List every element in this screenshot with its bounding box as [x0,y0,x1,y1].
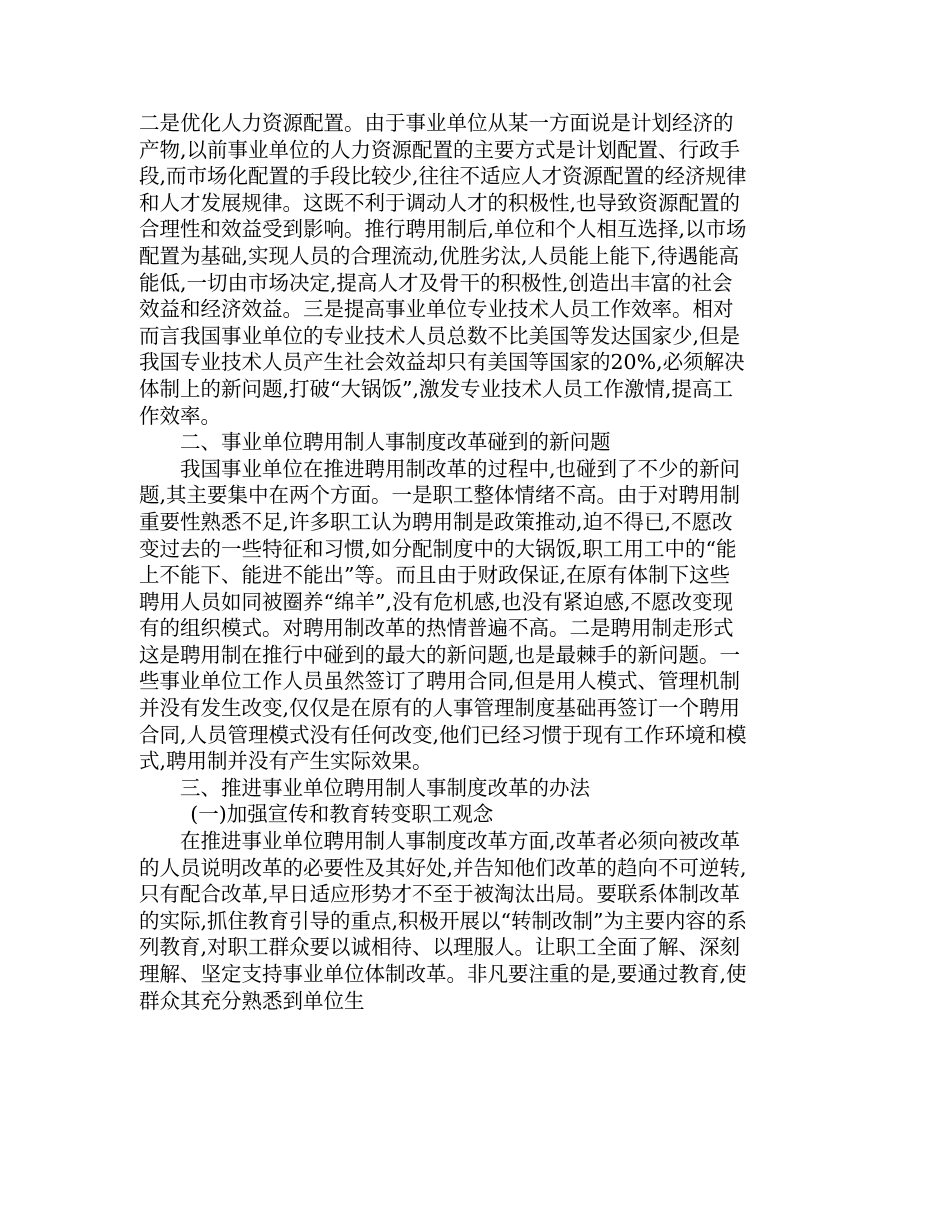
subsection-heading-publicity: (一)加强宣传和教育转变职工观念 [190,802,494,827]
paragraph-optimize-resources: 二是优化人力资源配置。由于事业单位从某一方面说是计划经济的产物,以前事业单位的人力资源配置的主要方式是计划配置、行政手段,而市场化配置的手段比较少,往往不适应人才资源配置的经济规律和人才发展规律。这既不利于调动人才的积极性,也导致资源配置的合理性和效益受到影响。推行聘用制后,单位和个人相互选择,以市场配置为基础,实现人员的合理流动,优胜劣汰,人员能上能下,待遇能高能低,一切由市场决定,提高人才及骨干的积极性,创造出丰富的社会效益和经济效益。三是提高事业单位专业技术人员工作效率。相对而言我国事业单位的专业技术人员总数不比美国等发达国家少,但是我国专业技术人员产生社会效益却只有美国等国家的20%,必须解决体制上的新问题,打破“大锅饭”,激发专业技术人员工作激情,提高工作效率。 [139,111,747,428]
section-heading-methods: 三、推进事业单位聘用制人事制度改革的办法 [180,775,590,800]
document-body [139,110,749,1014]
section-heading-new-problems: 二、事业单位聘用制人事制度改革碰到的新问题 [180,430,611,455]
paragraph-publicity: 在推进事业单位聘用制人事制度改革方面,改革者必须向被改革的人员说明改革的必要性及其好处,并告知他们改革的趋向不可逆转,只有配合改革,早日适应形势才不至于被淘汰出局。要联系体制改革的实际,抓住教育引导的重点,积极开展以“转制改制”为主要内容的系列教育,对职工群众要以诚相待、以理服人。让职工全面了解、深刻理解、坚定支持事业单位体制改革。非凡要注重的是,要通过教育,使群众其充分熟悉到单位生 [139,829,747,1013]
paragraph-new-problems: 我国事业单位在推进聘用制改革的过程中,也碰到了不少的新问题,其主要集中在两个方面。一是职工整体情绪不高。由于对聘用制重要性熟悉不足,许多职工认为聘用制是政策推动,迫不得已,不愿改变过去的一些特征和习惯,如分配制度中的大锅饭,职工用工中的“能上不能下、能进不能出”等。而且由于财政保证,在原有体制下这些聘用人员如同被圈养“绵羊”,没有危机感,也没有紧迫感,不愿改变现有的组织模式。对聘用制改革的热情普遍不高。二是聘用制走形式这是聘用制在推行中碰到的最大的新问题,也是最棘手的新问题。一些事业单位工作人员虽然签订了聘用合同,但是用人模式、管理机制并没有发生改变,仅仅是在原有的人事管理制度基础再签订一个聘用合同,人员管理模式没有任何改变,他们已经习惯于现有工作环境和模式,聘用制并没有产生实际效果。 [139,456,747,774]
